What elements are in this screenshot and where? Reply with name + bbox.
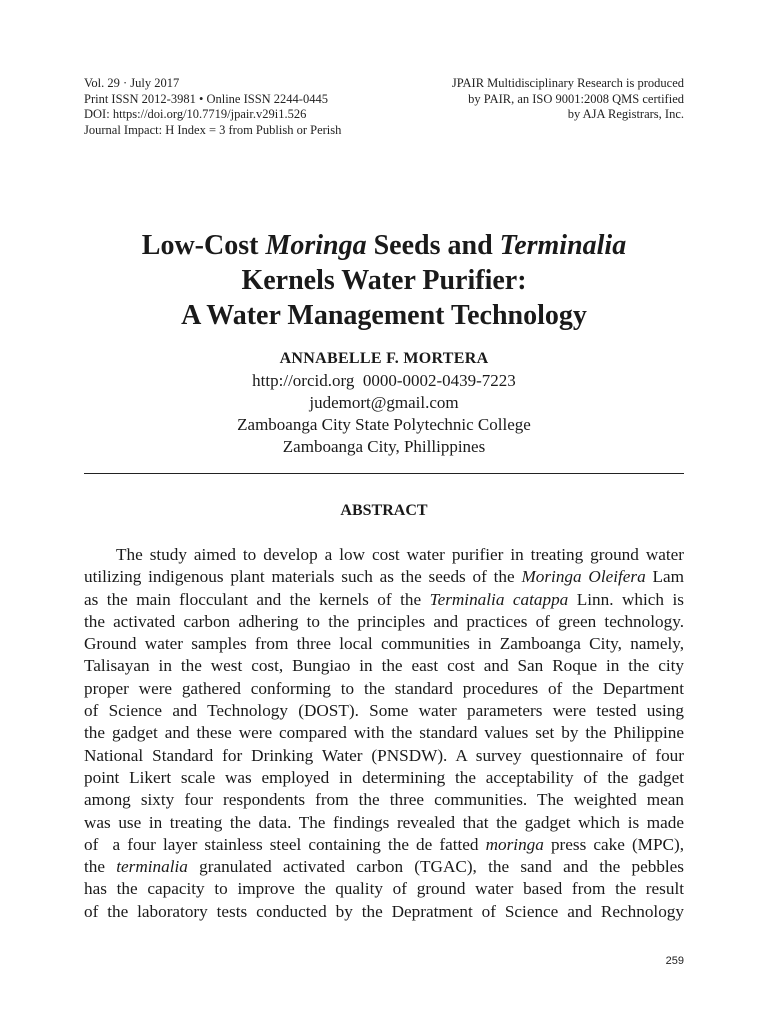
author-location: Zamboanga City, Phillippines — [282, 437, 486, 456]
author-name: ANNABELLE F. MORTERA — [279, 350, 489, 367]
doi-line: DOI: https://doi.org/10.7719/jpair.v29i1.526 — [84, 107, 307, 121]
abstract-line: Ground water samples from three local communities in Zamboanga City, namely, — [84, 634, 684, 654]
abstract-line: proper were gathered conforming to the standard procedures of the Department — [84, 678, 684, 698]
volume-line: Vol. 29 · July 2017 — [84, 76, 180, 90]
author-email: judemort@gmail.com — [309, 393, 459, 412]
journal-meta-left — [84, 76, 341, 138]
abstract-line: point Likert scale was employed in determining the acceptability of the gadget — [84, 767, 684, 787]
publisher-line-2: by PAIR, an ISO 9001:2008 QMS certified — [468, 91, 684, 106]
abstract-heading: ABSTRACT — [340, 502, 428, 519]
author-block — [84, 348, 684, 458]
abstract-line: of Science and Technology (DOST). Some water parameters were tested using — [84, 701, 684, 721]
abstract-line: of the laboratory tests conducted by the Depratment of Science and Rechnology — [84, 901, 684, 921]
abstract-line: has the capacity to improve the quality of ground water based from the result — [84, 879, 684, 899]
journal-meta-right — [452, 76, 684, 123]
abstract-line: the activated carbon adhering to the principles and practices of green technology. — [84, 611, 684, 631]
issn-line: Print ISSN 2012-3981 • Online ISSN 2244-0445 — [84, 91, 328, 106]
title-line-2: Kernels Water Purifier: — [241, 265, 527, 296]
divider-rule — [84, 473, 684, 474]
paper-title — [60, 228, 708, 333]
abstract-line: among sixty four respondents from the three communities. The weighted mean — [84, 790, 684, 810]
title-line-1: Low-Cost Moringa Seeds and Terminalia — [141, 230, 627, 261]
abstract-line: of a four layer stainless steel containing the de fatted moringa press cake (MPC), — [84, 834, 684, 854]
impact-line: Journal Impact: H Index = 3 from Publish or Perish — [84, 122, 342, 137]
author-institution: Zamboanga City State Polytechnic College — [237, 415, 531, 434]
publisher-line-3: by AJA Registrars, Inc. — [567, 107, 684, 121]
abstract-line: was use in treating the data. The findings revealed that the gadget which is made — [84, 812, 684, 832]
author-orcid: http://orcid.org 0000-0002-0439-7223 — [252, 371, 516, 390]
abstract-body — [84, 544, 684, 923]
abstract-line: the terminalia granulated activated carbon (TGAC), the sand and the pebbles — [84, 857, 684, 877]
abstract-line: National Standard for Drinking Water (PNSDW). A survey questionnaire of four — [84, 745, 684, 765]
abstract-line: utilizing indigenous plant materials such as the seeds of the Moringa Oleifera Lam — [84, 567, 685, 587]
abstract-line: as the main flocculant and the kernels of the Terminalia catappa Linn. which is — [84, 589, 684, 609]
abstract-line: Talisayan in the west cost, Bungiao in the east cost and San Roque in the city — [84, 656, 684, 676]
abstract-line: the gadget and these were compared with the standard values set by the Philippine — [84, 723, 684, 743]
title-line-3: A Water Management Technology — [181, 300, 587, 331]
page-number: 259 — [665, 955, 684, 967]
abstract-line: The study aimed to develop a low cost water purifier in treating ground water — [116, 545, 684, 564]
publisher-line-1: JPAIR Multidisciplinary Research is produced — [451, 76, 684, 90]
